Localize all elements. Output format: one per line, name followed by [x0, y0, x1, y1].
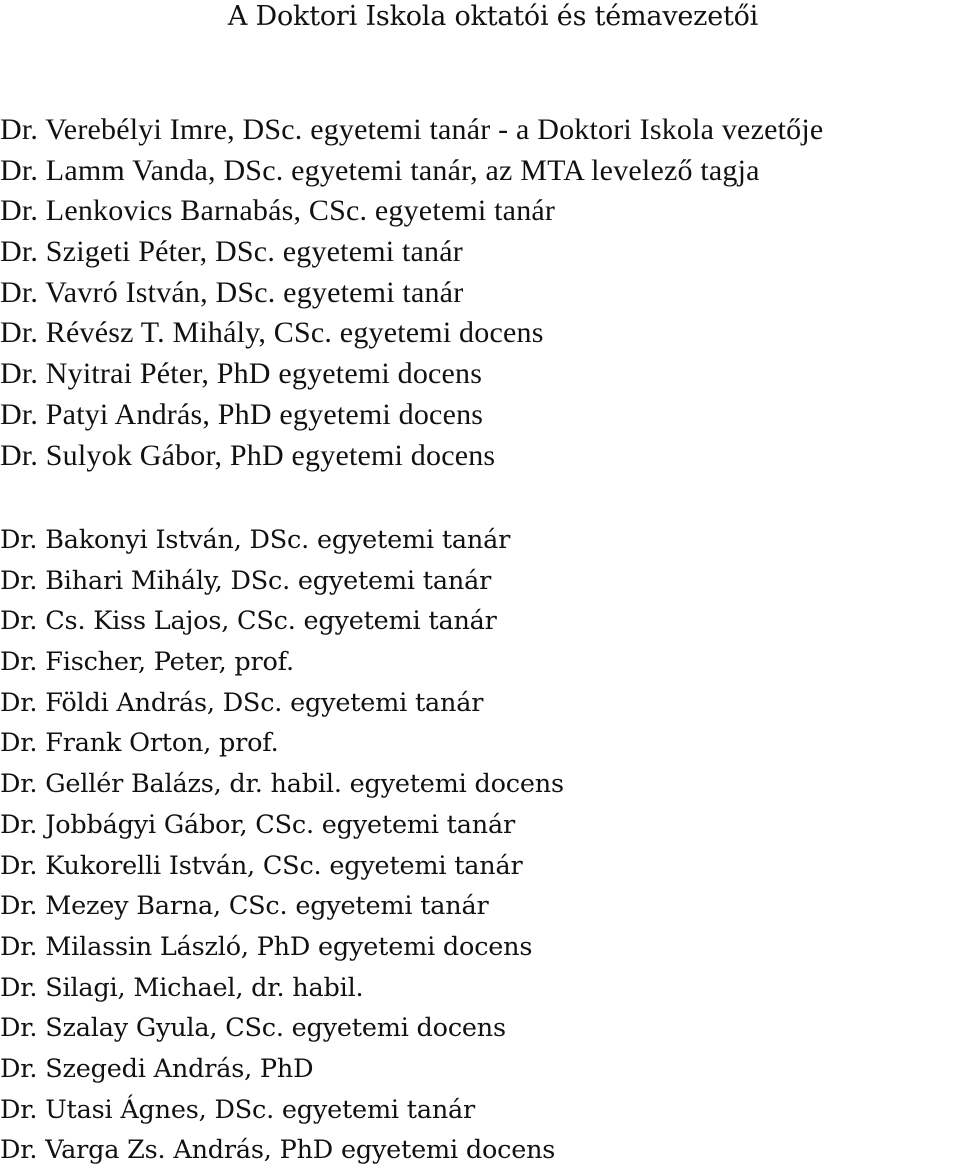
list-item: Dr. Bihari Mihály, DSc. egyetemi tanár — [0, 565, 492, 596]
list-item: Dr. Patyi András, PhD egyetemi docens — [0, 397, 484, 431]
list-item: Dr. Gellér Balázs, dr. habil. egyetemi docens — [0, 769, 564, 800]
list-item: Dr. Szegedi András, PhD — [0, 1053, 314, 1084]
list-item: Dr. Jobbágyi Gábor, CSc. egyetemi tanár — [0, 809, 515, 840]
list-item: Dr. Lamm Vanda, DSc. egyetemi tanár, az MTA levelező tagja — [0, 153, 760, 187]
list-item: Dr. Földi András, DSc. egyetemi tanár — [0, 687, 484, 718]
list-item: Dr. Fischer, Peter, prof. — [0, 647, 294, 678]
list-item: Dr. Milassin László, PhD egyetemi docens — [0, 931, 533, 962]
list-item: Dr. Nyitrai Péter, PhD egyetemi docens — [0, 357, 483, 391]
list-item: Dr. Révész T. Mihály, CSc. egyetemi docens — [0, 316, 544, 350]
list-item: Dr. Lenkovics Barnabás, CSc. egyetemi tanár — [0, 194, 556, 228]
list-item: Dr. Sulyok Gábor, PhD egyetemi docens — [0, 438, 496, 472]
other-staff-list — [0, 520, 564, 1171]
list-item: Dr. Silagi, Michael, dr. habil. — [0, 972, 364, 1003]
core-staff-list — [0, 110, 823, 476]
page-title: A Doktori Iskola oktatói és témavezetői — [227, 1, 759, 32]
list-item: Dr. Utasi Ágnes, DSc. egyetemi tanár — [0, 1094, 476, 1125]
list-item: Dr. Verebélyi Imre, DSc. egyetemi tanár - a Doktori Iskola vezetője — [0, 113, 824, 146]
list-item: Dr. Mezey Barna, CSc. egyetemi tanár — [0, 891, 489, 922]
list-item: Dr. Cs. Kiss Lajos, CSc. egyetemi tanár — [0, 606, 497, 637]
list-item: Dr. Vavró István, DSc. egyetemi tanár — [0, 275, 464, 309]
list-item: Dr. Bakonyi István, DSc. egyetemi tanár — [0, 525, 511, 555]
list-item: Dr. Szigeti Péter, DSc. egyetemi tanár — [0, 235, 463, 269]
list-item: Dr. Frank Orton, prof. — [0, 728, 279, 759]
list-item: Dr. Szalay Gyula, CSc. egyetemi docens — [0, 1013, 506, 1044]
list-item: Dr. Varga Zs. András, PhD egyetemi docens — [0, 1135, 556, 1166]
list-item: Dr. Kukorelli István, CSc. egyetemi tanár — [0, 850, 523, 881]
